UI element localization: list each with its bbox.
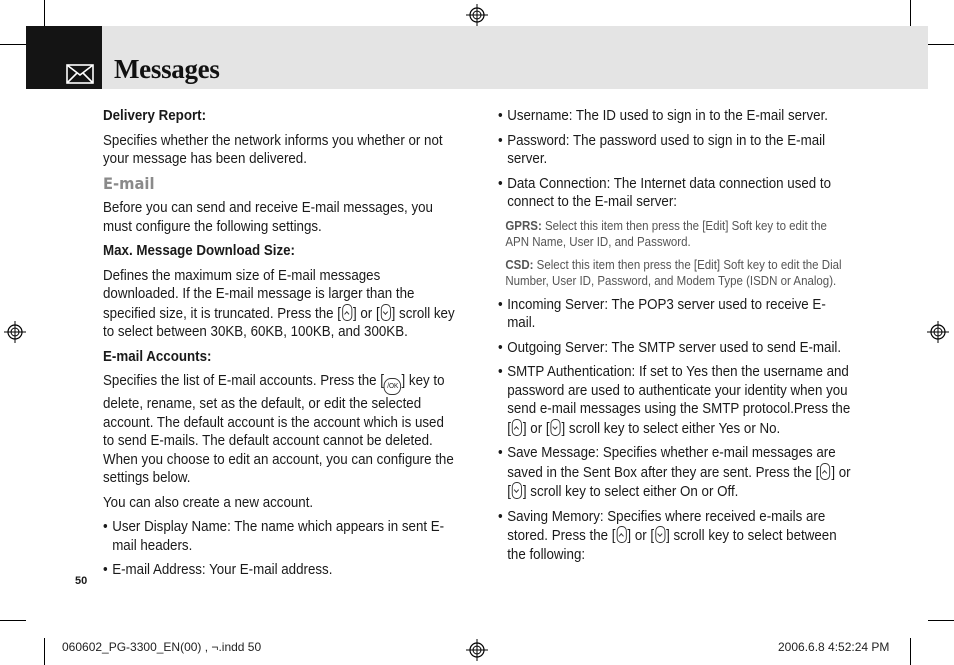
footer-filename: 060602_PG-3300_EN(00) , ¬.indd 50	[62, 640, 262, 654]
text-span: ] scroll key to select between the following:	[507, 528, 837, 563]
list-item: • Outgoing Server: The SMTP server used to send E-mail.	[498, 339, 852, 358]
registration-mark-icon	[466, 4, 488, 26]
email-intro: Before you can send and receive E-mail messages, you must configure the following settings.	[103, 200, 433, 235]
text-span: ] or [	[352, 305, 380, 322]
email-accounts-text	[103, 372, 457, 488]
text-span: ] key to delete, rename, set as the default, or edit the selected account. The default account is the account which is used to send E-mails. The default account cannot be deleted. When you choose to edit an account, you can configure the settings below.	[103, 373, 454, 486]
list-item: • E-mail Address: Your E-mail address.	[103, 561, 457, 580]
list-item: • Data Connection: The Internet data connection used to connect to the E-mail server:	[498, 175, 852, 212]
scroll-down-key-icon	[381, 304, 391, 321]
text-span: ] or [	[522, 420, 550, 437]
footer-timestamp: 2006.6.8 4:52:24 PM	[778, 640, 890, 654]
text-span: SMTP Authentication: If set to Yes then the username and password are used to authenticate your identity when you send e-mail messages using the SMTP protocol.Press the [	[507, 364, 851, 437]
text-span: Select this item then press the [Edit] Soft key to edit the APN Name, User ID, and Password.	[505, 218, 827, 249]
new-account-text: You can also create a new account.	[103, 494, 314, 511]
text-span: Saving Memory: Specifies where received e-mails are stored. Press the [	[507, 508, 826, 544]
list-item: • Incoming Server: The POP3 server used to receive E-mail.	[498, 296, 852, 333]
crop-mark	[0, 44, 26, 45]
crop-mark	[0, 620, 26, 621]
gprs-note	[505, 218, 852, 251]
scroll-up-key-icon	[820, 463, 830, 480]
email-accounts-heading: E-mail Accounts:	[103, 348, 212, 365]
delivery-report-text: Specifies whether the network informs you whether or not your message has been delivered.	[103, 132, 443, 167]
ok-key-icon: /OK	[384, 378, 401, 395]
text-span: Defines the maximum size of E-mail messages downloaded. If the E-mail message is larger than the specified size, it is truncated. Press the [	[103, 267, 415, 322]
list-item	[498, 363, 852, 438]
list-item	[498, 508, 852, 565]
text-span: Select this item then press the [Edit] Soft key to edit the Dial Number, User ID, Password, and Modem Type (ISDN or Analog).	[505, 257, 842, 288]
list-item: • Username: The ID used to sign in to the E-mail server.	[498, 107, 852, 126]
page-title: Messages	[114, 54, 220, 84]
text-span: Specifies the list of E-mail accounts. Press the [	[103, 373, 385, 389]
left-column	[103, 107, 457, 586]
crop-mark	[910, 638, 911, 665]
scroll-down-key-icon	[550, 419, 560, 436]
registration-mark-icon	[466, 639, 488, 661]
page-number: 50	[75, 575, 88, 587]
gprs-label: GPRS:	[505, 218, 542, 233]
text-span: Save Message: Specifies whether e-mail messages are saved in the Sent Box after they are sent. Press the [	[507, 445, 836, 481]
registration-mark-icon	[4, 321, 26, 343]
text-span: ] scroll key to select between 30KB, 60KB, 100KB, and 300KB.	[103, 305, 455, 340]
scroll-up-key-icon	[342, 304, 352, 321]
text-span: ] scroll key to select either On or Off.	[522, 484, 739, 500]
crop-mark	[928, 44, 954, 45]
crop-mark	[44, 638, 45, 665]
max-download-heading: Max. Message Download Size:	[103, 243, 296, 259]
max-download-text	[103, 267, 457, 342]
crop-mark	[910, 0, 911, 26]
csd-note	[505, 257, 852, 290]
crop-mark	[928, 620, 954, 621]
scroll-up-key-icon	[512, 419, 522, 436]
crop-mark	[44, 0, 45, 26]
delivery-report-heading: Delivery Report:	[103, 108, 207, 124]
scroll-down-key-icon	[655, 526, 665, 543]
scroll-up-key-icon	[616, 526, 626, 543]
scroll-down-key-icon	[512, 482, 522, 499]
envelope-icon	[66, 64, 94, 84]
email-section-heading: E-mail	[103, 173, 155, 193]
text-span: ] or [	[627, 528, 655, 544]
csd-label: CSD:	[505, 257, 534, 272]
list-item	[498, 444, 852, 502]
right-column	[498, 107, 852, 570]
list-item: • User Display Name: The name which appears in sent E-mail headers.	[103, 518, 457, 555]
list-item: • Password: The password used to sign in to the E-mail server.	[498, 132, 852, 169]
registration-mark-icon	[927, 321, 949, 343]
text-span: ] scroll key to select either Yes or No.	[561, 420, 781, 437]
text-span: ] or [	[507, 464, 851, 500]
